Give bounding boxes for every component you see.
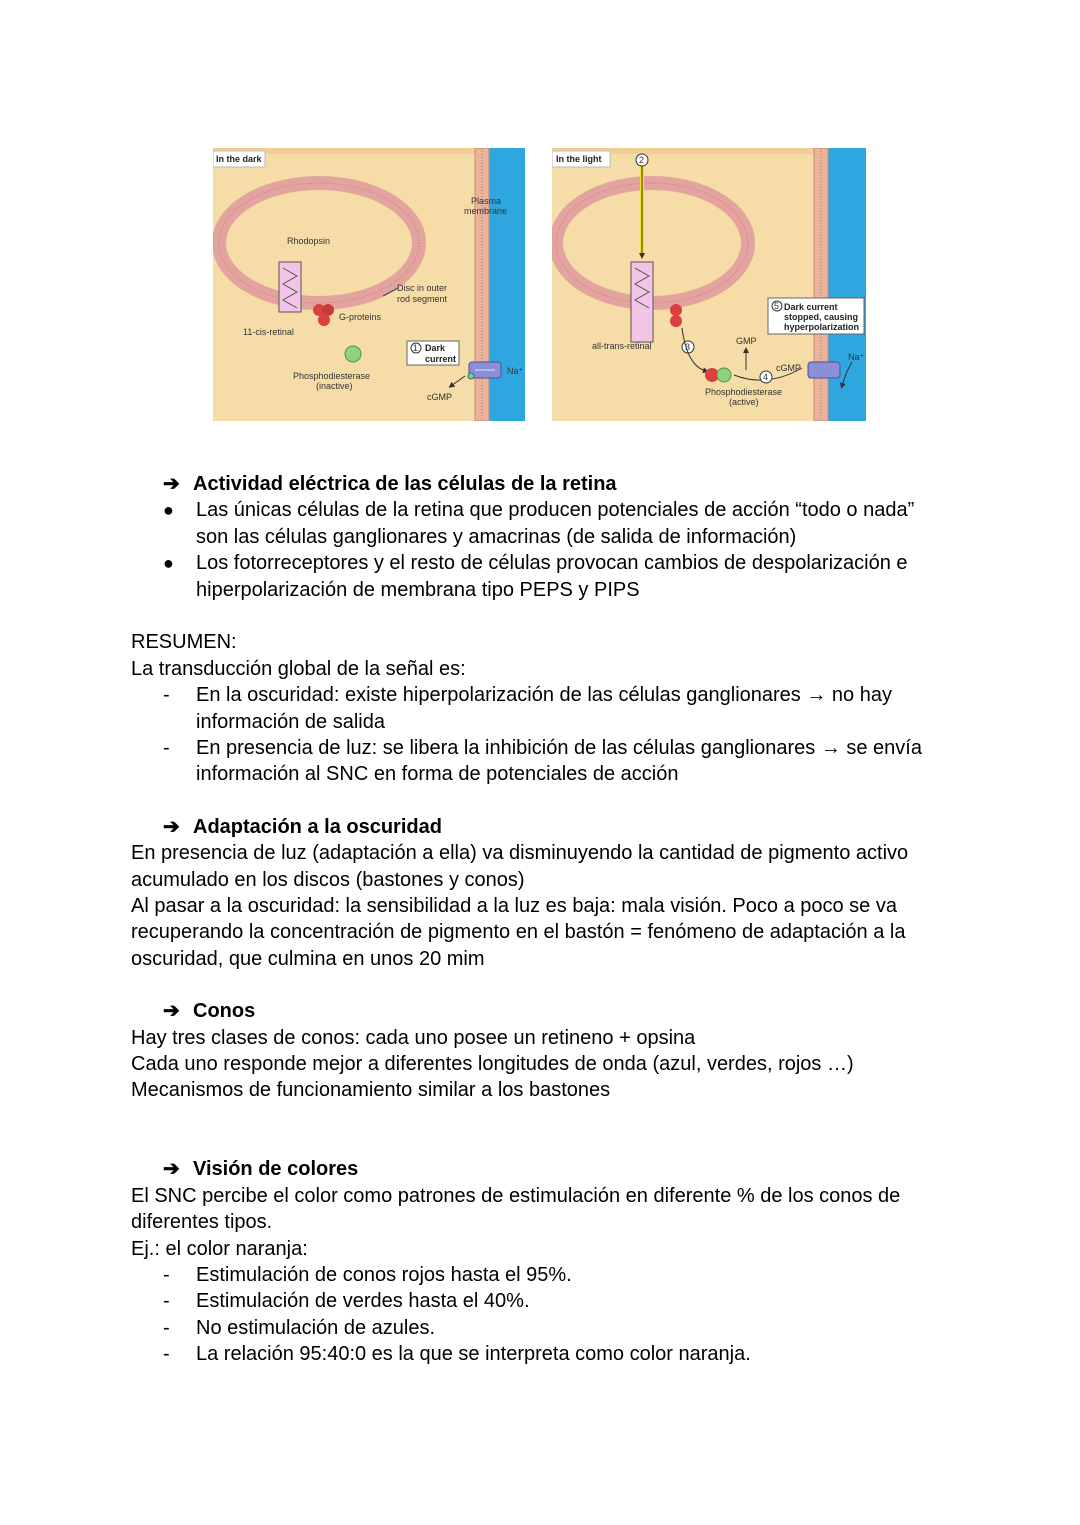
heading-text: Adaptación a la oscuridad	[193, 816, 442, 838]
paragraph-line: información de salida	[196, 711, 385, 733]
arrow-icon: ➔	[163, 1158, 180, 1180]
paragraph-line: Ej.: el color naranja:	[131, 1238, 308, 1260]
section-heading-adaptacion	[163, 814, 442, 840]
bullet-icon: ●	[163, 553, 174, 573]
paragraph-line: oscuridad, que culmina en unos 20 mim	[131, 948, 485, 970]
dash-icon: -	[163, 1290, 170, 1312]
phototransduction-light-diagram	[552, 148, 866, 421]
dash-icon: -	[163, 737, 170, 759]
dash-icon: -	[163, 1264, 170, 1286]
arrow-icon: ➔	[163, 473, 180, 495]
heading-text: Conos	[193, 1000, 256, 1022]
disc-label-line2: rod segment	[397, 294, 448, 304]
paragraph-line: En presencia de luz (adaptación a ella) va disminuyendo la cantidad de pigmento activo	[131, 842, 909, 864]
paragraph-line: acumulado en los discos (bastones y conos)	[131, 869, 525, 891]
list-item: La relación 95:40:0 es la que se interpreta como color naranja.	[196, 1343, 751, 1365]
dark-current-line2: current	[425, 354, 457, 364]
list-item: No estimulación de azules.	[196, 1317, 436, 1339]
disc-label-line1: Disc in outer	[397, 283, 448, 293]
pde-label-line2: (active)	[729, 397, 759, 407]
g-proteins-label: G-proteins	[339, 312, 382, 322]
step-4-label: 4	[763, 372, 769, 382]
paragraph-line: En presencia de luz: se libera la inhibición de las células ganglionares → se envía	[196, 737, 922, 759]
plasma-membrane-label-line2: membrane	[464, 206, 508, 216]
section-heading-conos	[163, 998, 255, 1024]
paragraph-line: diferentes tipos.	[131, 1211, 273, 1233]
pde-label-line1: Phosphodiesterase	[705, 387, 783, 397]
section-heading-actividad-electrica	[163, 471, 617, 497]
paragraph-line: Hay tres clases de conos: cada uno posee un retineno + opsina	[131, 1027, 696, 1049]
paragraph-line: Las únicas células de la retina que producen potenciales de acción “todo o nada”	[196, 499, 915, 521]
plasma-membrane	[814, 148, 828, 421]
list-item: Estimulación de verdes hasta el 40%.	[196, 1290, 530, 1312]
heading-text: Actividad eléctrica de las células de la retina	[193, 473, 617, 495]
rhodopsin-activated	[631, 262, 653, 342]
g-protein-alpha	[670, 315, 682, 327]
g-protein-beta	[670, 304, 682, 316]
rhodopsin-label: Rhodopsin	[287, 236, 331, 246]
cgmp-gated-channel-closed	[808, 362, 840, 378]
step-2-label: 2	[639, 155, 645, 165]
step-3-label: 3	[685, 342, 691, 352]
paragraph-line: información al SNC en forma de potenciales de acción	[196, 763, 679, 785]
plasma-membrane-label-line1: Plasma	[471, 196, 502, 206]
paragraph-line: son las células ganglionares y amacrinas (de salida de información)	[196, 526, 797, 548]
dark-current-line1: Dark	[425, 343, 446, 353]
paragraph-line: El SNC percibe el color como patrones de estimulación en diferente % de los conos de	[131, 1185, 901, 1207]
paragraph-line: Los fotorreceptores y el resto de células provocan cambios de despolarización e	[196, 552, 908, 574]
paragraph-line: Cada uno responde mejor a diferentes longitudes de onda (azul, verdes, rojos …)	[131, 1053, 854, 1075]
figure-in-the-light	[552, 148, 866, 421]
arrow-icon: ➔	[163, 1000, 180, 1022]
paragraph-line: En la oscuridad: existe hiperpolarización de las células ganglionares → no hay	[196, 684, 892, 706]
cgmp-label: cGMP	[776, 363, 802, 373]
dark-current-stopped-line1: Dark current	[784, 302, 838, 312]
dark-current-stopped-line2: stopped, causing	[784, 312, 859, 322]
paragraph-line: hiperpolarización de membrana tipo PEPS y PIPS	[196, 579, 640, 601]
pde-label-line1: Phosphodiesterase	[293, 371, 371, 381]
cgmp-label: cGMP	[427, 392, 453, 402]
section-heading-vision-colores	[163, 1156, 358, 1182]
paragraph-line: Mecanismos de funcionamiento similar a los bastones	[131, 1079, 611, 1101]
heading-text: Visión de colores	[193, 1158, 359, 1180]
list-item: Estimulación de conos rojos hasta el 95%.	[196, 1264, 572, 1286]
dark-current-step-number: 1	[413, 343, 419, 353]
paragraph-line: La transducción global de la señal es:	[131, 658, 466, 680]
bullet-icon: ●	[163, 500, 174, 520]
cis-retinal-label: 11-cis-retinal	[243, 327, 294, 337]
dash-icon: -	[163, 1317, 170, 1339]
figure-title: In the light	[556, 154, 602, 164]
phototransduction-dark-diagram	[213, 148, 525, 421]
sodium-label: Na⁺	[848, 352, 865, 362]
pde-label-line2: (inactive)	[316, 381, 353, 391]
step-5-label: 5	[774, 301, 780, 311]
figure-title: In the dark	[216, 154, 262, 164]
resumen-title: RESUMEN:	[131, 631, 237, 653]
phosphodiesterase-inactive	[345, 346, 361, 362]
gmp-label: GMP	[736, 336, 757, 346]
dark-current-stopped-line3: hyperpolarization	[784, 322, 860, 332]
g-protein-gamma	[318, 314, 330, 326]
trans-retinal-label: all-trans-retinal	[592, 341, 652, 351]
phosphodiesterase-active	[717, 368, 731, 382]
dash-icon: -	[163, 1343, 170, 1365]
sodium-label: Na⁺	[507, 366, 524, 376]
plasma-membrane	[475, 148, 489, 421]
paragraph-line: recuperando la concentración de pigmento en el bastón = fenómeno de adaptación a la	[131, 921, 906, 943]
arrow-icon: ➔	[163, 816, 180, 838]
figure-in-the-dark	[213, 148, 525, 421]
paragraph-line: Al pasar a la oscuridad: la sensibilidad a la luz es baja: mala visión. Poco a poco se va	[131, 895, 897, 917]
dash-icon: -	[163, 684, 170, 706]
